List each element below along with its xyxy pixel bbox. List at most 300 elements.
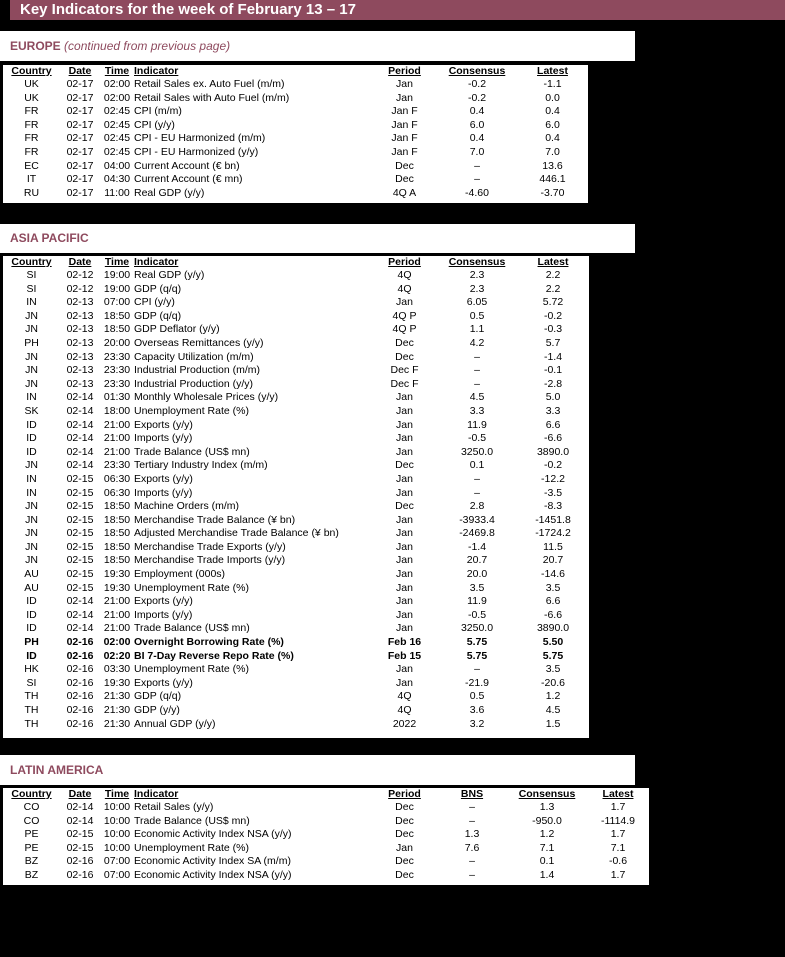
cell-time: 21:00 <box>103 622 131 635</box>
cell-consensus: 1.2 <box>539 828 555 841</box>
cell-latest: 20.7 <box>542 554 564 567</box>
cell-consensus: 3250.0 <box>460 622 494 635</box>
cell-consensus: 6.05 <box>466 296 488 309</box>
cell-period: Jan F <box>391 132 418 145</box>
cell-latest: -6.6 <box>543 432 563 445</box>
cell-latest: 3.5 <box>545 663 561 676</box>
cell-date: 02-12 <box>66 282 94 295</box>
asia-pacific-table <box>3 256 589 738</box>
cell-consensus: 3.6 <box>469 704 485 716</box>
table-row <box>3 855 649 869</box>
cell-date: 02-14 <box>66 418 94 431</box>
cell-period: Jan F <box>391 105 418 118</box>
cell-indicator: Retail Sales ex. Auto Fuel (m/m) <box>134 78 285 90</box>
cell-latest: -0.6 <box>608 855 628 868</box>
cell-date: 02-17 <box>66 78 94 90</box>
table-row <box>3 473 589 487</box>
cell-country: IN <box>26 296 37 309</box>
cell-indicator: CPI (y/y) <box>134 296 175 309</box>
cell-time: 02:20 <box>103 649 131 662</box>
cell-indicator: BI 7-Day Reverse Repo Rate (%) <box>134 649 294 662</box>
table-row <box>3 801 649 815</box>
cell-time: 06:30 <box>103 486 131 499</box>
cell-country: ID <box>26 622 37 635</box>
col-header-date: Date <box>68 65 92 77</box>
col-header-period: Period <box>388 65 421 77</box>
cell-indicator: Overseas Remittances (y/y) <box>134 336 264 349</box>
cell-country: JN <box>25 554 38 567</box>
cell-latest: 5.75 <box>542 649 564 662</box>
table-row <box>3 351 589 365</box>
cell-period: Jan F <box>391 118 418 131</box>
col-header-country: Country <box>11 256 52 268</box>
table-row <box>3 419 589 433</box>
cell-date: 02-15 <box>66 828 94 841</box>
cell-consensus: 20.0 <box>466 568 488 581</box>
cell-latest: 0.4 <box>545 132 560 145</box>
cell-country: FR <box>24 118 39 131</box>
cell-indicator: Exports (y/y) <box>134 418 193 431</box>
cell-country: ID <box>26 608 37 621</box>
cell-bns: – <box>469 855 475 868</box>
cell-country: ID <box>26 649 37 662</box>
cell-date: 02-15 <box>66 540 94 553</box>
cell-latest: 5.72 <box>542 296 564 309</box>
cell-latest: 3.5 <box>545 581 561 594</box>
cell-time: 02:45 <box>103 118 131 131</box>
cell-indicator: Retail Sales with Auto Fuel (m/m) <box>134 91 290 104</box>
table-row <box>3 391 589 405</box>
indicator-table <box>3 256 589 731</box>
cell-latest: 11.5 <box>543 540 563 553</box>
cell-consensus: 4.2 <box>469 336 485 349</box>
cell-country: AU <box>24 581 39 594</box>
table-row <box>3 828 649 842</box>
cell-period: Dec <box>395 459 414 472</box>
cell-date: 02-15 <box>66 568 94 581</box>
cell-indicator: Current Account (€ bn) <box>134 159 240 172</box>
cell-time: 23:30 <box>103 459 131 472</box>
table-row <box>3 432 589 446</box>
cell-date: 02-13 <box>66 364 94 377</box>
cell-date: 02-16 <box>66 676 94 689</box>
cell-period: Jan <box>396 527 413 540</box>
section-header-asia-pacific <box>0 224 635 253</box>
cell-period: Feb 15 <box>387 649 422 662</box>
cell-indicator: CPI - EU Harmonized (y/y) <box>134 145 259 158</box>
table-row <box>3 378 589 392</box>
table-row <box>3 487 589 501</box>
cell-period: 4Q <box>397 690 412 703</box>
cell-indicator: Industrial Production (y/y) <box>134 377 254 390</box>
cell-consensus: – <box>474 377 480 390</box>
cell-country: ID <box>26 418 37 431</box>
table-row <box>3 704 589 718</box>
cell-country: CO <box>23 801 40 813</box>
cell-latest: -1724.2 <box>535 527 571 540</box>
cell-period: Jan <box>396 78 413 90</box>
cell-indicator: Unemployment Rate (%) <box>134 404 249 417</box>
cell-country: JN <box>25 309 38 322</box>
cell-latest: 3890.0 <box>536 445 570 458</box>
cell-period: Jan <box>396 296 413 309</box>
table-row <box>3 514 589 528</box>
cell-date: 02-15 <box>66 841 94 854</box>
cell-time: 18:50 <box>103 500 131 513</box>
cell-period: Dec <box>395 828 414 841</box>
cell-indicator: Current Account (€ mn) <box>134 173 243 186</box>
cell-consensus: -4.60 <box>465 186 489 199</box>
col-header-date: Date <box>68 788 92 800</box>
cell-period: Jan <box>396 404 413 417</box>
cell-date: 02-17 <box>66 145 94 158</box>
cell-date: 02-14 <box>66 445 94 458</box>
cell-date: 02-13 <box>66 296 94 309</box>
cell-date: 02-14 <box>66 608 94 621</box>
table-row <box>3 92 588 106</box>
cell-latest: -1114.9 <box>600 814 636 827</box>
col-header-consensus: Consensus <box>448 65 506 77</box>
cell-date: 02-15 <box>66 486 94 499</box>
cell-latest: -1451.8 <box>535 513 571 526</box>
table-row <box>3 323 589 337</box>
table-row <box>3 815 649 829</box>
cell-consensus: 11.9 <box>467 418 487 431</box>
cell-date: 02-13 <box>66 377 94 390</box>
cell-latest: -3.70 <box>540 186 565 199</box>
table-row <box>3 663 589 677</box>
cell-date: 02-15 <box>66 554 94 567</box>
cell-country: IN <box>26 391 37 404</box>
cell-indicator: Real GDP (y/y) <box>134 186 205 199</box>
cell-date: 02-16 <box>66 855 94 868</box>
cell-country: BZ <box>24 855 39 868</box>
cell-time: 03:30 <box>103 663 131 676</box>
cell-indicator: Exports (y/y) <box>134 676 193 689</box>
cell-latest: -1.1 <box>543 78 562 90</box>
table-row <box>3 568 589 582</box>
cell-time: 21:30 <box>103 717 131 730</box>
cell-indicator: Merchandise Trade Exports (y/y) <box>134 540 286 553</box>
col-header-bns: BNS <box>460 788 484 800</box>
cell-country: JN <box>25 513 38 526</box>
cell-country: PH <box>24 636 39 649</box>
cell-date: 02-13 <box>66 336 94 349</box>
cell-period: Jan <box>396 391 413 404</box>
cell-indicator: Overnight Borrowing Rate (%) <box>134 636 284 649</box>
table-row <box>3 187 588 201</box>
cell-country: JN <box>25 364 38 377</box>
cell-indicator: Unemployment Rate (%) <box>134 841 249 854</box>
col-header-time: Time <box>104 256 130 268</box>
cell-consensus: 1.1 <box>469 323 485 336</box>
cell-indicator: GDP (q/q) <box>134 309 182 322</box>
cell-latest: -3.5 <box>543 486 563 499</box>
cell-time: 06:30 <box>103 472 131 485</box>
cell-period: Jan <box>396 445 413 458</box>
cell-date: 02-12 <box>66 269 94 281</box>
cell-time: 21:00 <box>103 608 131 621</box>
col-header-latest: Latest <box>537 256 569 268</box>
cell-consensus: 0.4 <box>469 105 485 118</box>
cell-date: 02-16 <box>66 663 94 676</box>
cell-period: Dec <box>395 336 414 349</box>
table-row <box>3 554 589 568</box>
cell-consensus: 0.5 <box>469 309 485 322</box>
cell-consensus: 0.4 <box>469 132 485 145</box>
cell-latest: 5.50 <box>542 636 564 649</box>
cell-latest: 1.7 <box>610 801 626 813</box>
cell-consensus: 3.3 <box>469 404 485 417</box>
cell-period: Jan <box>396 540 413 553</box>
table-row <box>3 296 589 310</box>
cell-period: Dec <box>395 159 414 172</box>
cell-time: 04:00 <box>103 159 131 172</box>
cell-indicator: Imports (y/y) <box>134 432 193 445</box>
cell-period: Jan F <box>391 145 418 158</box>
cell-consensus: – <box>474 472 480 485</box>
cell-period: Feb 16 <box>387 636 422 649</box>
cell-period: Jan <box>396 513 413 526</box>
section-header-europe <box>0 31 635 61</box>
cell-time: 19:00 <box>103 269 131 281</box>
cell-date: 02-13 <box>66 323 94 336</box>
cell-country: JN <box>25 377 38 390</box>
cell-country: BZ <box>24 868 39 881</box>
cell-time: 02:00 <box>103 636 131 649</box>
cell-bns: – <box>469 814 475 827</box>
cell-country: JN <box>25 350 38 363</box>
table-row <box>3 173 588 187</box>
cell-period: Jan <box>396 472 413 485</box>
cell-consensus: 3.2 <box>469 717 485 730</box>
table-row <box>3 132 588 146</box>
col-header-indicator: Indicator <box>134 256 179 268</box>
cell-consensus: – <box>474 364 480 377</box>
cell-time: 19:00 <box>103 282 131 295</box>
cell-indicator: Industrial Production (m/m) <box>134 364 261 377</box>
cell-indicator: Trade Balance (US$ mn) <box>134 814 250 827</box>
cell-time: 01:30 <box>103 391 131 404</box>
cell-time: 10:00 <box>103 814 131 827</box>
cell-date: 02-17 <box>66 186 94 199</box>
cell-consensus: -0.5 <box>467 608 487 621</box>
cell-date: 02-14 <box>66 432 94 445</box>
cell-bns: – <box>469 868 475 881</box>
cell-period: Dec <box>395 350 414 363</box>
cell-consensus: – <box>474 486 480 499</box>
table-row <box>3 636 589 650</box>
cell-period: 4Q A <box>392 186 417 199</box>
cell-period: Dec <box>395 814 414 827</box>
cell-consensus: 1.3 <box>539 801 555 813</box>
europe-table <box>3 65 588 203</box>
cell-consensus: 5.75 <box>466 636 488 649</box>
cell-indicator: Monthly Wholesale Prices (y/y) <box>134 391 279 404</box>
cell-latest: 13.6 <box>542 159 563 172</box>
cell-time: 10:00 <box>103 801 131 813</box>
cell-time: 21:00 <box>103 595 131 608</box>
cell-bns: – <box>469 801 475 813</box>
cell-consensus: 7.1 <box>539 841 555 854</box>
cell-latest: 446.1 <box>539 173 566 186</box>
table-row <box>3 405 589 419</box>
cell-latest: 7.1 <box>610 841 626 854</box>
cell-consensus: -950.0 <box>532 814 562 827</box>
cell-country: SI <box>26 282 37 295</box>
cell-consensus: -0.5 <box>467 432 487 445</box>
cell-time: 02:45 <box>103 105 131 118</box>
col-header-latest: Latest <box>537 65 568 77</box>
indicator-table <box>3 788 649 883</box>
table-row <box>3 146 588 160</box>
cell-consensus: -3933.4 <box>459 513 495 526</box>
cell-country: SK <box>24 404 39 417</box>
cell-indicator: Tertiary Industry Index (m/m) <box>134 459 268 472</box>
cell-country: ID <box>26 432 37 445</box>
cell-latest: 6.6 <box>545 418 561 431</box>
cell-latest: -0.3 <box>543 323 563 336</box>
cell-consensus: – <box>474 350 480 363</box>
section-title: LATIN AMERICA <box>10 763 104 777</box>
cell-date: 02-14 <box>66 459 94 472</box>
cell-consensus: 3.5 <box>469 581 485 594</box>
cell-period: Dec F <box>390 377 419 390</box>
cell-time: 18:00 <box>103 404 131 417</box>
cell-time: 21:00 <box>103 445 131 458</box>
cell-indicator: CPI (y/y) <box>134 118 175 131</box>
cell-consensus: -21.9 <box>465 676 489 689</box>
col-header-indicator: Indicator <box>134 65 179 77</box>
cell-latest: 0.0 <box>545 91 560 104</box>
cell-country: HK <box>24 663 39 676</box>
cell-time: 02:45 <box>103 132 131 145</box>
cell-country: ID <box>26 595 37 608</box>
cell-date: 02-16 <box>66 868 94 881</box>
cell-consensus: – <box>474 663 480 676</box>
cell-indicator: Retail Sales (y/y) <box>134 801 214 813</box>
cell-country: PE <box>24 841 39 854</box>
col-header-period: Period <box>388 256 421 268</box>
cell-date: 02-16 <box>66 636 94 649</box>
cell-latest: 2.2 <box>545 282 561 295</box>
cell-period: 4Q <box>397 704 412 716</box>
cell-period: 4Q <box>397 269 412 281</box>
cell-country: JN <box>25 540 38 553</box>
cell-time: 02:00 <box>103 78 131 90</box>
cell-consensus: -0.2 <box>467 78 487 90</box>
table-row <box>3 119 588 133</box>
cell-latest: 2.2 <box>545 269 561 281</box>
cell-indicator: GDP Deflator (y/y) <box>134 323 220 336</box>
cell-time: 07:00 <box>103 868 131 881</box>
cell-period: Jan <box>396 568 413 581</box>
cell-period: 4Q P <box>392 309 417 322</box>
cell-date: 02-16 <box>66 690 94 703</box>
cell-latest: 0.4 <box>545 105 560 118</box>
cell-latest: 1.7 <box>610 868 626 881</box>
cell-date: 02-15 <box>66 500 94 513</box>
cell-date: 02-16 <box>66 717 94 730</box>
cell-consensus: 2.3 <box>469 269 485 281</box>
cell-country: UK <box>24 78 39 90</box>
cell-indicator: GDP (q/q) <box>134 690 182 703</box>
cell-period: Jan <box>396 486 413 499</box>
cell-time: 19:30 <box>103 568 131 581</box>
cell-country: SI <box>26 676 37 689</box>
cell-period: Dec <box>395 801 414 813</box>
section-title: EUROPE <box>10 39 61 53</box>
cell-country: JN <box>25 323 38 336</box>
cell-period: 4Q P <box>392 323 417 336</box>
cell-consensus: – <box>474 159 480 172</box>
col-header-time: Time <box>104 788 130 800</box>
cell-consensus: 0.1 <box>539 855 555 868</box>
cell-period: Jan <box>396 608 413 621</box>
col-header-indicator: Indicator <box>134 788 179 800</box>
cell-date: 02-15 <box>66 581 94 594</box>
cell-indicator: Exports (y/y) <box>134 595 193 608</box>
cell-country: SI <box>26 269 37 281</box>
cell-country: PH <box>24 336 39 349</box>
cell-time: 07:00 <box>103 296 131 309</box>
cell-latest: 6.0 <box>545 118 560 131</box>
section-title: ASIA PACIFIC <box>10 231 89 245</box>
cell-latest: 1.5 <box>545 717 561 730</box>
page-title: Key Indicators for the week of February 13 – 17 <box>10 0 785 20</box>
cell-time: 11:00 <box>104 186 130 199</box>
cell-date: 02-15 <box>66 513 94 526</box>
table-row <box>3 650 589 664</box>
cell-date: 02-14 <box>66 391 94 404</box>
cell-period: Jan <box>396 554 413 567</box>
cell-consensus: 0.1 <box>469 459 485 472</box>
cell-latest: -0.2 <box>543 309 563 322</box>
cell-latest: -2.8 <box>543 377 563 390</box>
cell-time: 04:30 <box>103 173 131 186</box>
table-row <box>3 364 589 378</box>
cell-country: TH <box>24 690 39 703</box>
cell-latest: -0.2 <box>543 459 563 472</box>
cell-country: FR <box>24 132 39 145</box>
cell-date: 02-17 <box>66 118 94 131</box>
table-row <box>3 459 589 473</box>
cell-date: 02-17 <box>66 105 94 118</box>
cell-time: 21:00 <box>103 432 131 445</box>
cell-date: 02-17 <box>66 173 94 186</box>
cell-country: PE <box>24 828 39 841</box>
cell-consensus: 2.8 <box>469 500 485 513</box>
cell-period: Jan <box>396 418 413 431</box>
cell-date: 02-17 <box>66 132 94 145</box>
cell-period: 2022 <box>392 717 417 730</box>
cell-time: 23:30 <box>103 377 131 390</box>
cell-period: Jan <box>396 432 413 445</box>
cell-latest: 4.5 <box>545 704 561 716</box>
cell-consensus: -0.2 <box>467 91 487 104</box>
cell-time: 10:00 <box>103 828 131 841</box>
cell-date: 02-16 <box>66 649 94 662</box>
cell-latest: 3890.0 <box>536 622 570 635</box>
cell-indicator: Employment (000s) <box>134 568 226 581</box>
cell-period: Jan <box>396 841 413 854</box>
cell-latest: -12.2 <box>541 472 565 485</box>
cell-consensus: 4.5 <box>469 391 485 404</box>
cell-date: 02-17 <box>66 91 94 104</box>
cell-indicator: Unemployment Rate (%) <box>134 581 249 594</box>
cell-consensus: 3250.0 <box>460 445 494 458</box>
cell-time: 19:30 <box>103 676 131 689</box>
